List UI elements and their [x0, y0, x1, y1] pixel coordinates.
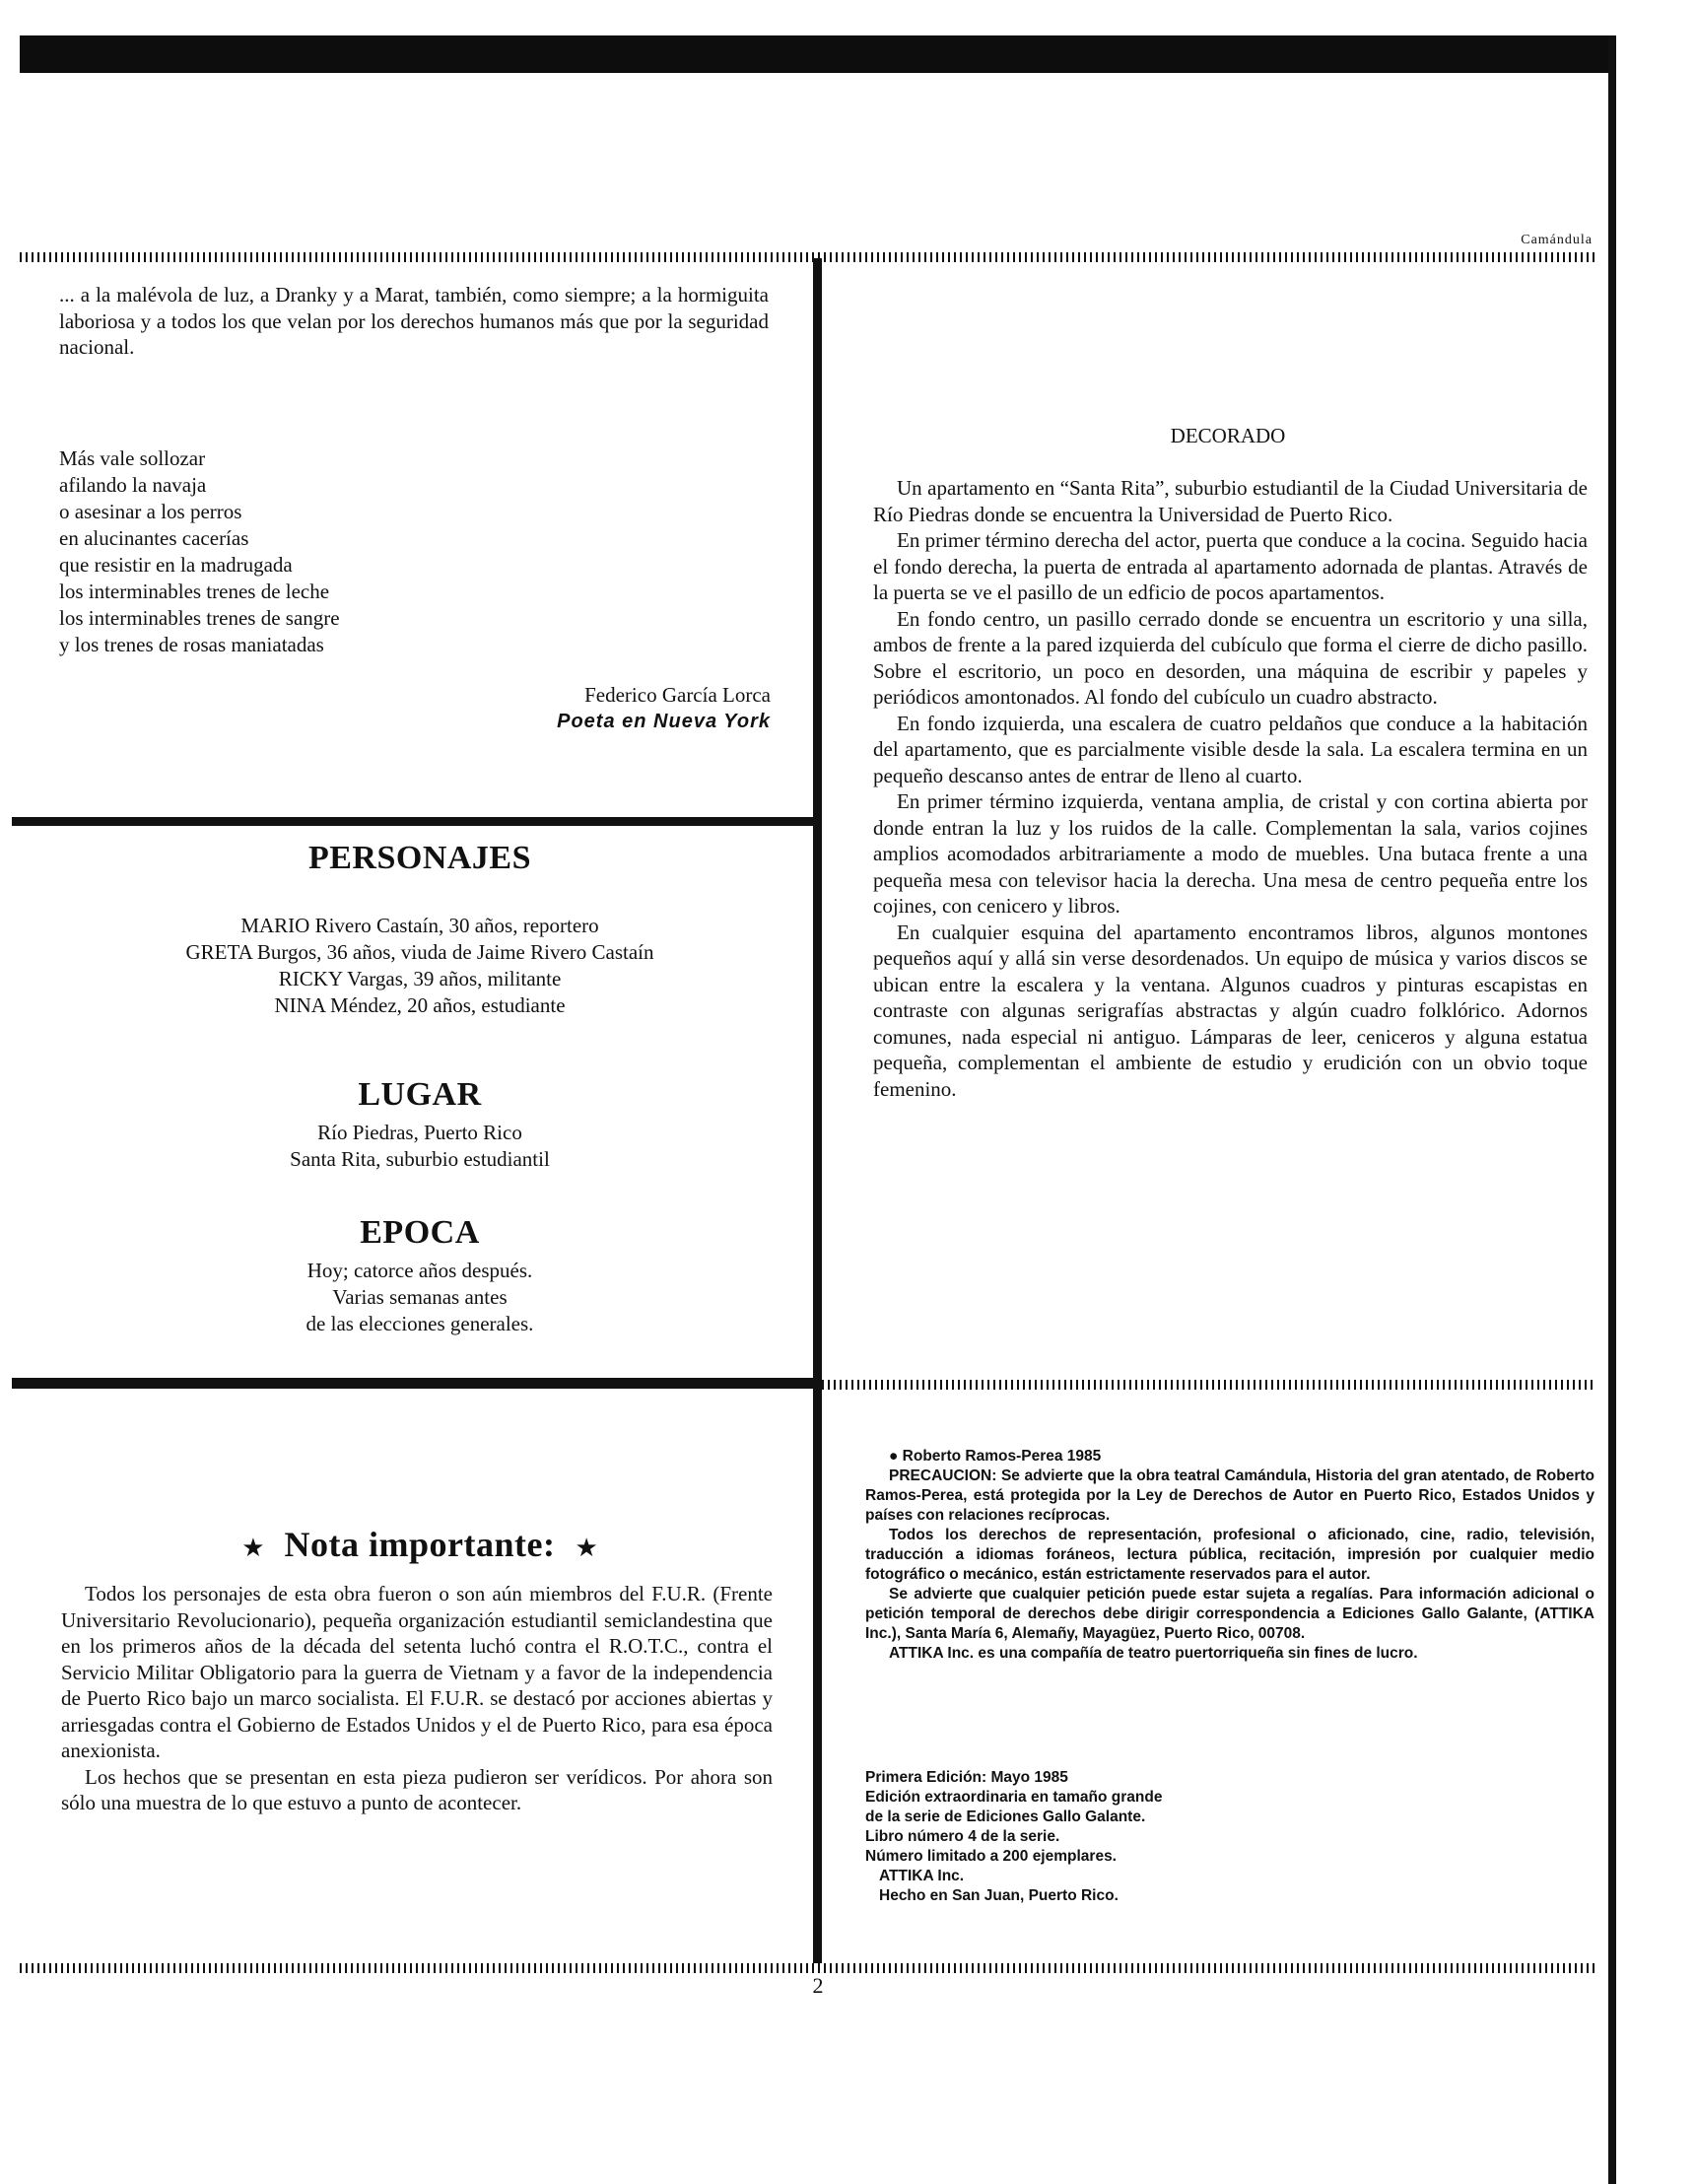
- decorado-paragraph: En primer término izquierda, ventana amplia, de cristal y con cortina abierta por donde entran la luz y los ruidos de la calle. Complementan la sala, varios cojines amplios acomodados arbitrariamente a modo de muebles. Una butaca frente a una pequeña mesa con televisor hacia la derecha. Una mesa de centro pequeña entre los cojines, con cenicero y libros.: [873, 789, 1588, 918]
- running-title: Camándula: [1521, 233, 1593, 247]
- decorado-paragraph: En fondo izquierda, una escalera de cuatro peldaños que conduce a la habitación del apartamento, que es parcialmente visible desde la sala. La escalera termina en un pequeño descanso antes de entrar de lleno al cuarto.: [873, 711, 1588, 787]
- epigraph-poem: [59, 445, 552, 658]
- bottom-dotted-rule: [20, 1963, 1596, 1973]
- copyright-paragraph: ATTIKA Inc. es una compañía de teatro puertorriqueña sin fines de lucro.: [889, 1645, 1418, 1662]
- poem-line: o asesinar a los perros: [59, 500, 242, 523]
- copyright-paragraph: Se advierte que cualquier petición puede estar sujeta a regalías. Para información adicional o petición temporal de derechos debe dirigir correspondencia a Ediciones Gallo Galante, (ATTIKA Inc.), Santa María 6, Alemañy, Mayagüez, Puerto Rico, 00708.: [865, 1586, 1594, 1642]
- nota-body: [61, 1581, 773, 1816]
- decorado-paragraph: En primer término derecha del actor, puerta que conduce a la cocina. Seguido hacia el fondo derecha, la puerta de entrada al apartamento adornada de plantas. Através de la puerta se ve el pasillo de un edficio de pocos apartamentos.: [873, 528, 1588, 604]
- decorado-heading: DECORADO: [1170, 424, 1286, 447]
- epigraph-author: Federico García Lorca: [584, 683, 771, 707]
- right-dotted-rule: [822, 1380, 1596, 1390]
- copyright-paragraph: ● Roberto Ramos-Perea 1985: [889, 1448, 1102, 1465]
- edition-line: Número limitado a 200 ejemplares.: [865, 1848, 1117, 1865]
- edition-line: de la serie de Ediciones Gallo Galante.: [865, 1809, 1146, 1825]
- copyright-notice: [865, 1447, 1594, 1664]
- epoca-line: Varias semanas antes: [332, 1285, 508, 1309]
- right-edge-rule: [1608, 35, 1616, 2184]
- epigraph-work: Poeta en Nueva York: [557, 711, 771, 732]
- copyright-paragraph: Todos los derechos de representación, profesional o aficionado, cine, radio, televisión, traducción a idiomas foráneos, lectura pública, recitación, impresión por cualquier medio fotográfico o mecánico, están estrictamente reservados para el autor.: [865, 1527, 1594, 1583]
- poem-line: y los trenes de rosas maniatadas: [59, 633, 324, 656]
- lugar-heading: LUGAR: [358, 1076, 482, 1113]
- decorado-paragraph: En cualquier esquina del apartamento encontramos libros, algunos montones pequeños aquí y allá sin verse desordenados. Un equipo de música y varios discos se ubican entre la escalera y la ventana. Algunos cuadros y pinturas escapistas en contraste con algunas serigrafías abstractas y algún cuadro folklórico. Adornos comunes, nada especial ni antiguo. Lámparas de leer, ceniceros y alguna estatua pequeña, complementan el ambiente de estudio y erudición con un obvio toque femenino.: [873, 920, 1588, 1101]
- personajes-list: [20, 913, 820, 1019]
- edition-line: Hecho en San Juan, Puerto Rico.: [879, 1887, 1119, 1904]
- top-black-bar: [20, 35, 1614, 73]
- edition-line: Edición extraordinaria en tamaño grande: [865, 1789, 1163, 1806]
- poem-line: en alucinantes cacerías: [59, 526, 249, 550]
- personajes-section: [20, 840, 820, 1019]
- star-icon: ★: [575, 1534, 598, 1562]
- edition-info: [865, 1768, 1259, 1906]
- dedication: ... a la malévola de luz, a Dranky y a Marat, también, como siempre; a la hormiguita laboriosa y a todos los que velan por los derechos humanos más que por la seguridad nacional.: [59, 283, 769, 359]
- edition-line: ATTIKA Inc.: [879, 1868, 965, 1884]
- poem-line: los interminables trenes de sangre: [59, 606, 340, 630]
- top-dotted-rule: [20, 252, 1596, 262]
- page-number: 2: [812, 1973, 824, 1998]
- personaje-item: RICKY Vargas, 39 años, militante: [278, 967, 562, 990]
- star-icon: ★: [241, 1534, 265, 1562]
- poem-line: que resistir en la madrugada: [59, 553, 293, 577]
- nota-paragraph: Todos los personajes de esta obra fueron o son aún miembros del F.U.R. (Frente Universitario Revolucionario), pequeña organización estudiantil semiclandestina que en los primeros años de la década del setenta luchó contra el R.O.T.C., contra el Servicio Militar Obligatorio para la guerra de Vietnam y a favor de la independencia de Puerto Rico bajo un marco socialista. El F.U.R. se destacó por acciones abiertas y arriesgadas contra el Gobierno de Estados Unidos y el de Puerto Rico, para esa época anexionista.: [61, 1582, 773, 1762]
- poem-line: los interminables trenes de leche: [59, 580, 330, 603]
- decorado-paragraph: Un apartamento en “Santa Rita”, suburbio estudiantil de la Ciudad Universitaria de Río Piedras donde se encuentra la Universidad de Puerto Rico.: [873, 476, 1588, 526]
- personaje-item: MARIO Rivero Castaín, 30 años, reportero: [240, 914, 599, 937]
- poem-line: afilando la navaja: [59, 473, 207, 497]
- nota-heading-row: [20, 1524, 820, 1565]
- left-divider-1: [12, 817, 822, 826]
- poem-line: Más vale sollozar: [59, 446, 206, 470]
- epoca-section: [20, 1214, 820, 1337]
- lugar-section: [20, 1076, 820, 1173]
- lugar-line: Río Piedras, Puerto Rico: [317, 1121, 522, 1144]
- personaje-item: GRETA Burgos, 36 años, viuda de Jaime Rivero Castaín: [185, 940, 654, 964]
- personaje-item: NINA Méndez, 20 años, estudiante: [274, 993, 566, 1017]
- epoca-line: de las elecciones generales.: [305, 1312, 534, 1335]
- decorado-paragraph: En fondo centro, un pasillo cerrado donde se encuentra un escritorio y una silla, ambos de frente a la pared izquierda del cubículo que forma el cierre de dicho pasillo. Sobre el escritorio, un poco en desorden, una máquina de escribir y papeles y periódicos amontonados. Al fondo del cubículo un cuadro abstracto.: [873, 606, 1588, 709]
- epoca-line: Hoy; catorce años después.: [306, 1259, 533, 1282]
- nota-heading: Nota importante:: [284, 1525, 556, 1564]
- lugar-line: Santa Rita, suburbio estudiantil: [290, 1147, 550, 1171]
- edition-line: Primera Edición: Mayo 1985: [865, 1769, 1068, 1786]
- epoca-heading: EPOCA: [360, 1214, 480, 1251]
- personajes-heading: PERSONAJES: [307, 840, 532, 876]
- nota-paragraph: Los hechos que se presentan en esta pieza pudieron ser verídicos. Por ahora son sólo una muestra de lo que estuvo a punto de acontecer.: [61, 1764, 773, 1814]
- edition-line: Libro número 4 de la serie.: [865, 1828, 1060, 1845]
- epigraph-attribution: [424, 682, 771, 735]
- left-divider-2: [12, 1378, 822, 1389]
- copyright-paragraph: PRECAUCION: Se advierte que la obra teatral Camándula, Historia del gran atentado, de Roberto Ramos-Perea, está protegida por la Ley de Derechos de Autor en Puerto Rico, Estados Unidos y países con relaciones recíprocas.: [865, 1467, 1594, 1524]
- decorado-body: [873, 475, 1588, 1102]
